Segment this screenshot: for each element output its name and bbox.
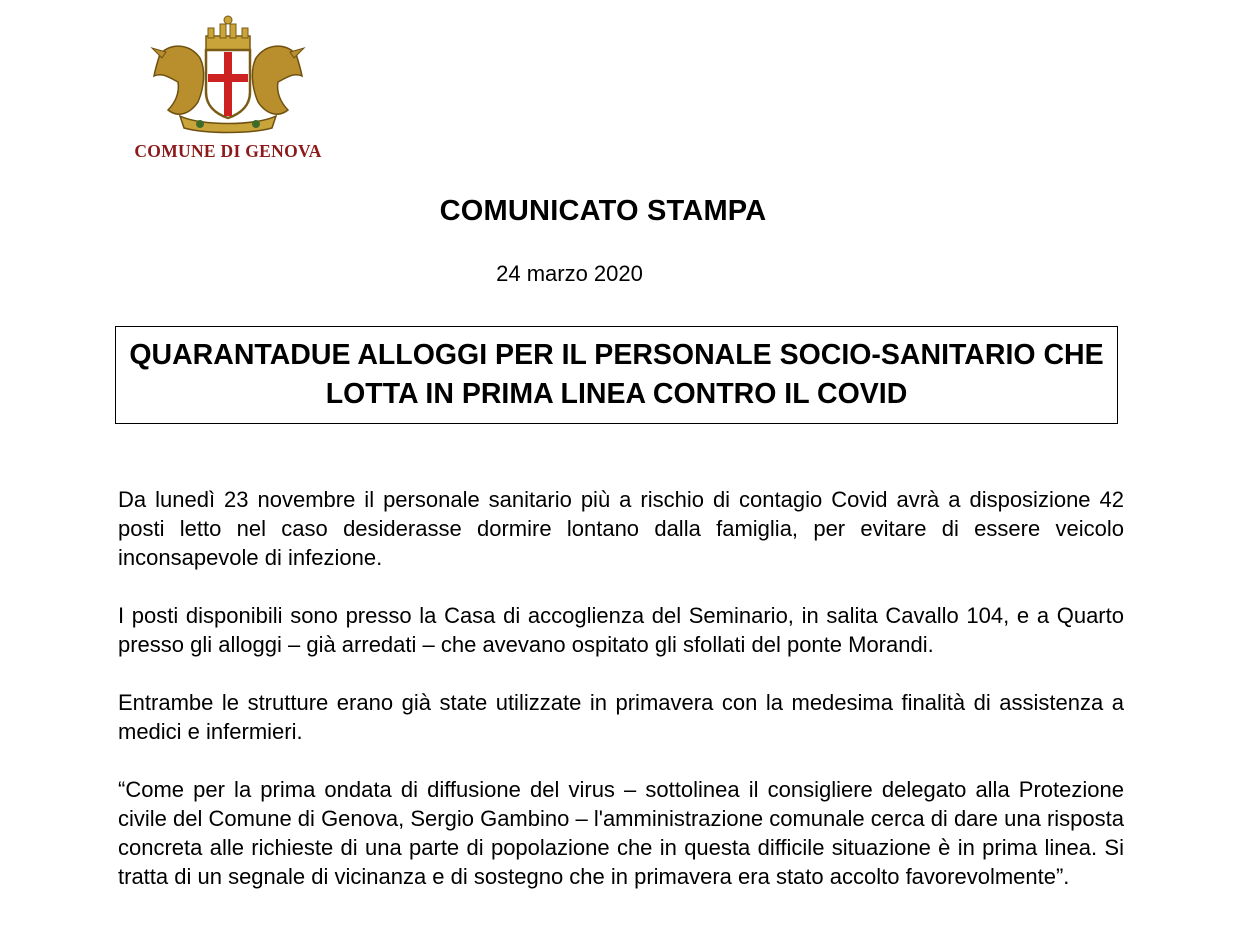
paragraph: “Come per la prima ondata di diffusione del virus – sottolinea il consigliere delegato alla Protezione civile del Comune di Genova, Sergio Gambino – l'amministrazione comunale cerca di dare una risposta concreta alle richieste di una parte di popolazione che in questa difficile situazione è in prima linea. Si tratta di un segnale di vicinanza e di sostegno che in primavera era stato accolto favorevolmente”. [118, 777, 1124, 889]
logo-text: COMUNE DI GENOVA [134, 141, 322, 161]
headline-box [115, 326, 1118, 424]
paragraph: Entrambe le strutture erano già state utilizzate in primavera con la medesima finalità di assistenza a medici e infermieri. [118, 690, 1124, 744]
document-type: COMUNICATO STAMPA [439, 195, 767, 227]
paragraph: Da lunedì 23 novembre il personale sanitario più a rischio di contagio Covid avrà a disposizione 42 posti letto nel caso desiderasse dormire lontano dalla famiglia, per evitare di essere veicolo inconsapevole di infezione. [118, 487, 1124, 570]
document-body [118, 485, 1124, 920]
genoa-coat-of-arms-icon [150, 14, 306, 138]
document-date: 24 marzo 2020 [496, 261, 643, 286]
headline: QUARANTADUE ALLOGGI PER IL PERSONALE SOCIO-SANITARIO CHE LOTTA IN PRIMA LINEA CONTRO IL COVID [129, 339, 1104, 410]
paragraph: I posti disponibili sono presso la Casa di accoglienza del Seminario, in salita Cavallo 104, e a Quarto presso gli alloggi – già arredati – che avevano ospitato gli sfollati del ponte Morandi. [118, 603, 1124, 657]
